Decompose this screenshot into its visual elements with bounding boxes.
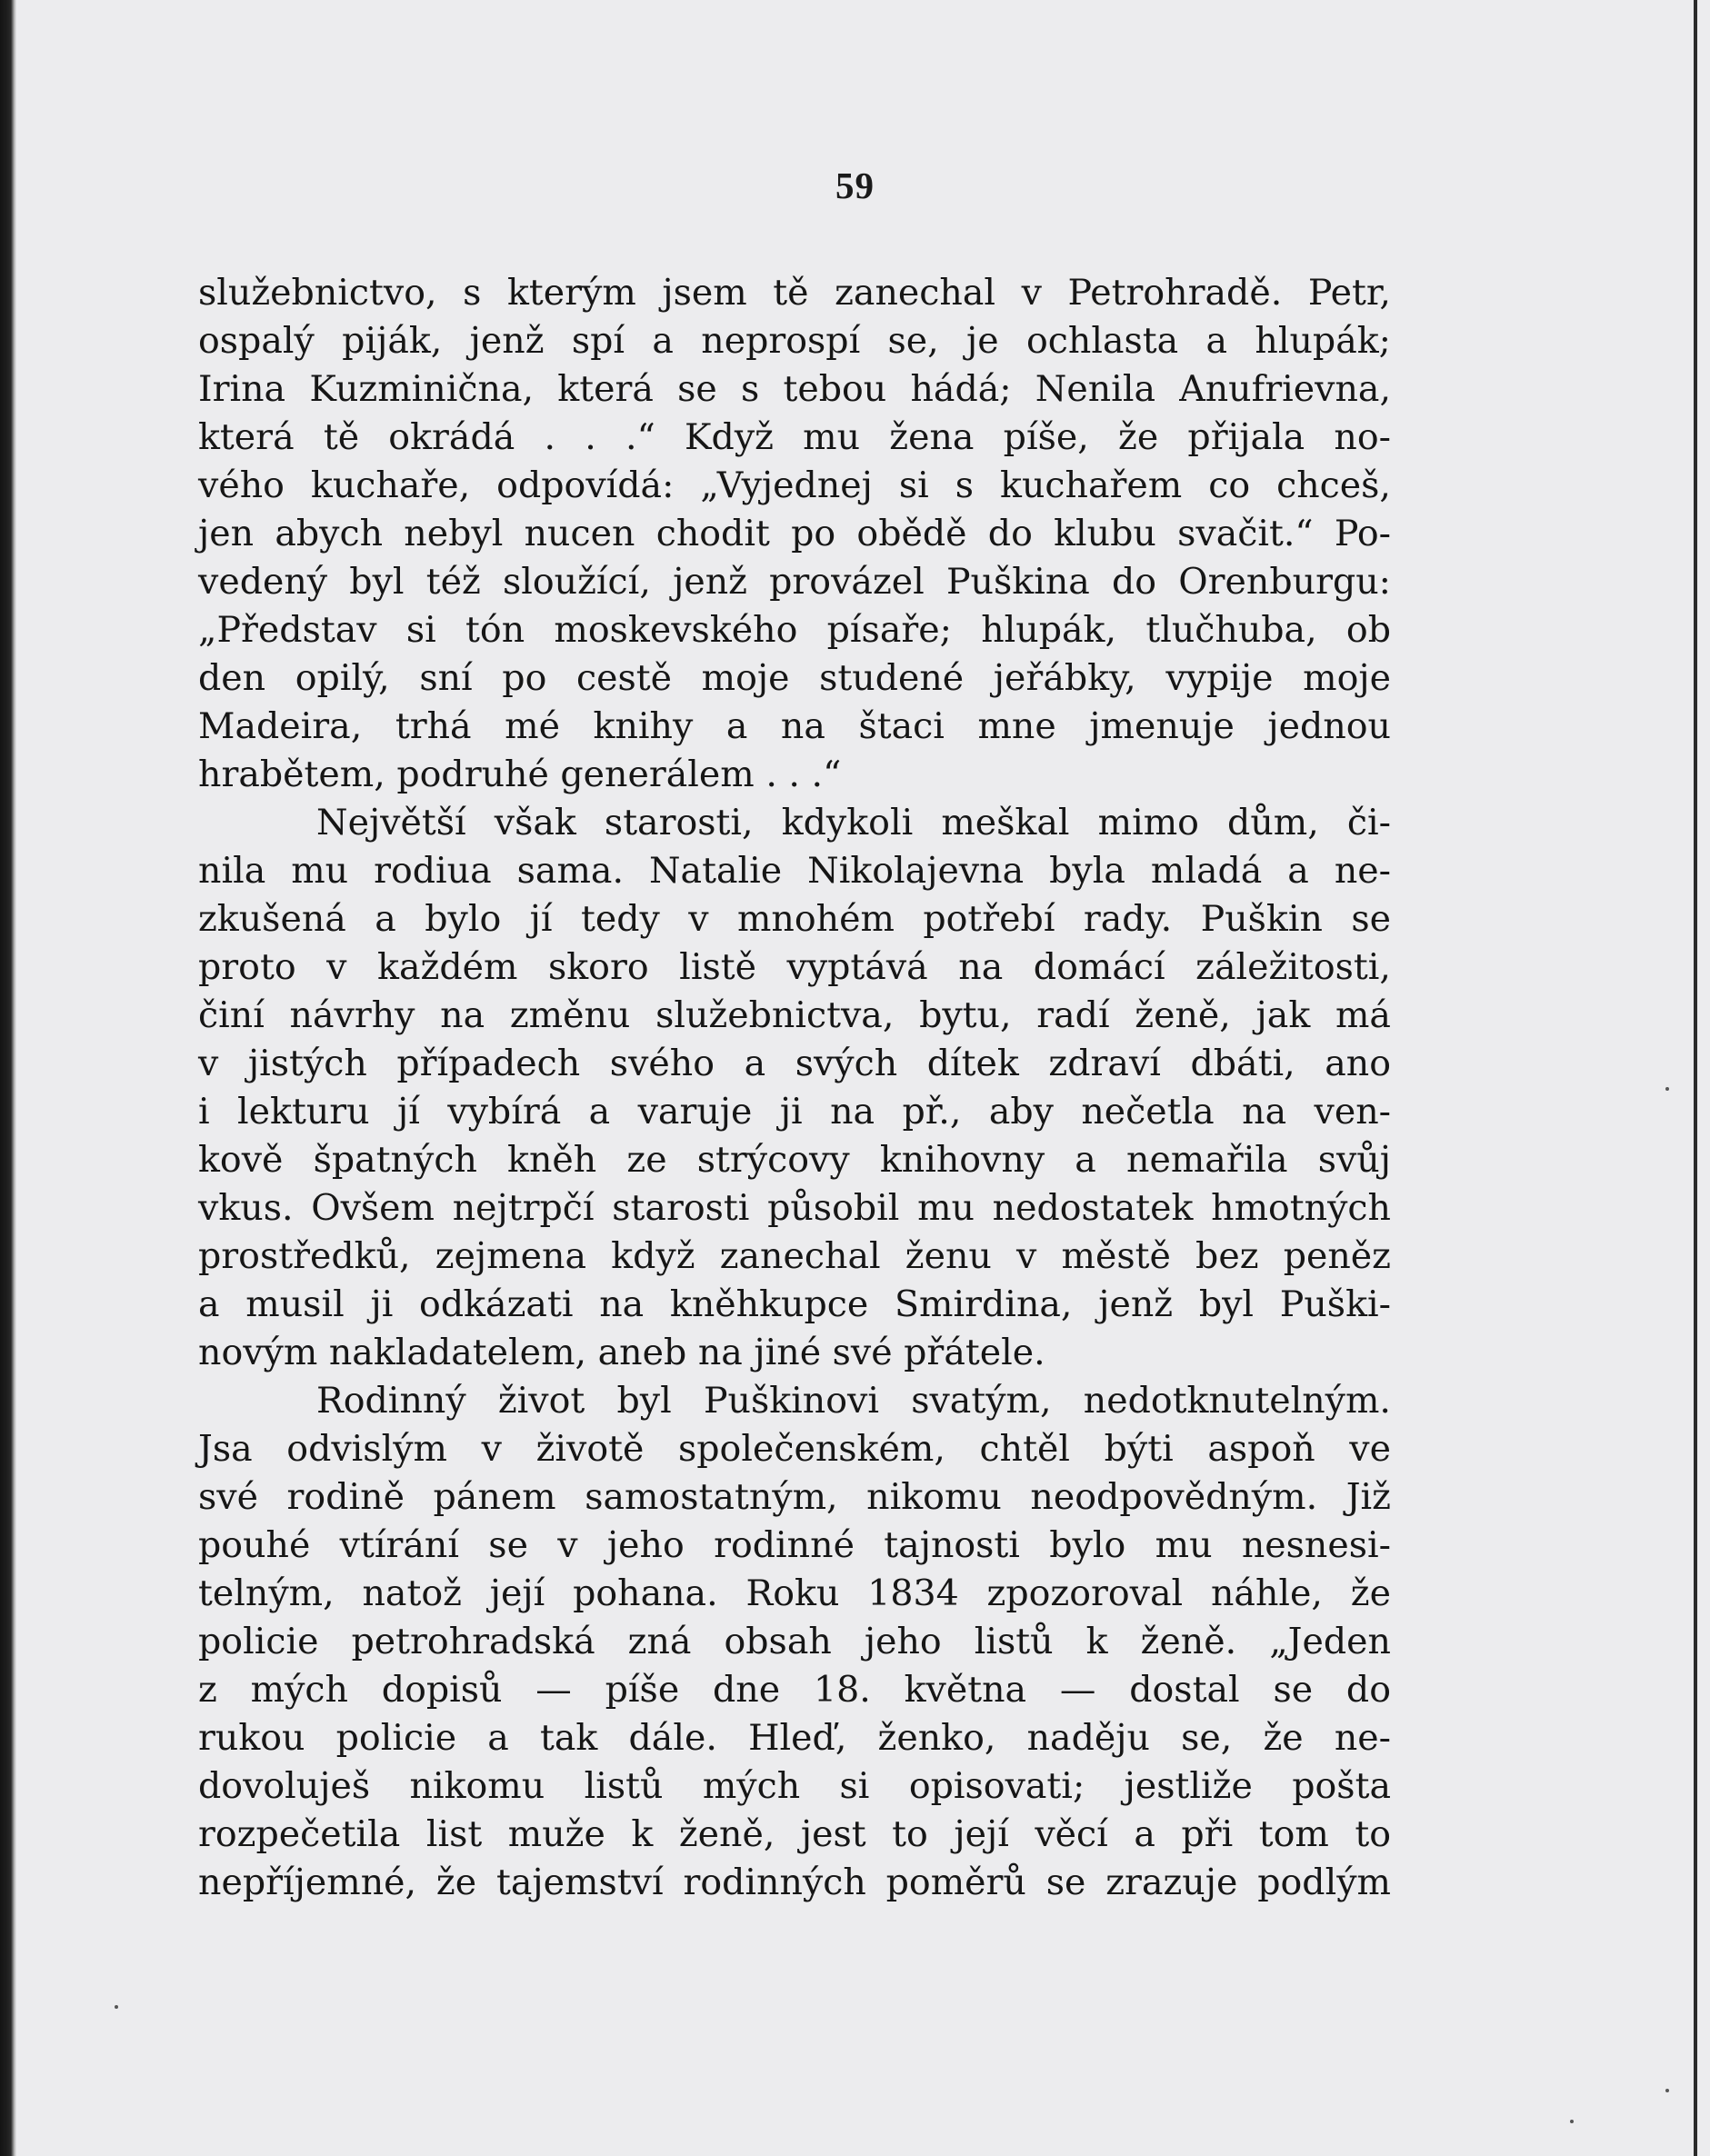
page-number: 59: [835, 165, 875, 206]
text-line: Irina Kuzminična, která se s tebou hádá; Nenila Anufrievna,: [198, 368, 1391, 410]
paper-speck: [115, 2005, 118, 2009]
text-line: telným, natož její pohana. Roku 1834 zpozoroval náhle, že: [198, 1572, 1391, 1614]
text-line: hrabětem, podruhé generálem . . .“: [198, 754, 842, 795]
text-line: proto v každém skoro listě vyptává na domácí záležitosti,: [198, 946, 1391, 988]
text-line: rukou policie a tak dále. Hleď, ženko, naděju se, že ne-: [198, 1717, 1391, 1759]
paragraph-start-line: Největší však starosti, kdykoli meškal mimo dům, či-: [316, 802, 1391, 843]
text-line: prostředků, zejmena když zanechal ženu v městě bez peněz: [198, 1235, 1391, 1277]
paper-speck: [1665, 2089, 1669, 2092]
text-line: zkušená a bylo jí tedy v mnohém potřebí rady. Puškin se: [198, 898, 1391, 940]
text-line: den opilý, sní po cestě moje studené jeřábky, vypije moje: [198, 657, 1391, 699]
text-line: novým nakladatelem, aneb na jiné své přátele.: [198, 1332, 1045, 1373]
text-line: vedený byl též sloužící, jenž provázel Puškina do Orenburgu:: [198, 561, 1391, 603]
text-line: nila mu rodiua sama. Natalie Nikolajevna byla mladá a ne-: [198, 850, 1391, 892]
text-line: činí návrhy na změnu služebnictva, bytu, radí ženě, jak má: [198, 994, 1391, 1036]
text-line: v jistých případech svého a svých dítek zdraví dbáti, ano: [198, 1043, 1391, 1084]
text-line: z mých dopisů — píše dne 18. května — dostal se do: [198, 1669, 1391, 1711]
text-line: své rodině pánem samostatným, nikomu neodpovědným. Již: [198, 1476, 1391, 1518]
text-line: nepříjemné, že tajemství rodinných poměrů se zrazuje podlým: [198, 1862, 1391, 1903]
text-line: a musil ji odkázati na kněhkupce Smirdina, jenž byl Puški-: [198, 1283, 1391, 1325]
text-line: vého kuchaře, odpovídá: „Vyjednej si s kuchařem co chceš,: [198, 464, 1391, 506]
text-line: Jsa odvislým v životě společenském, chtěl býti aspoň ve: [198, 1428, 1391, 1470]
page-right-edge: [1694, 0, 1697, 2156]
text-line: ospalý piják, jenž spí a neprospí se, je ochlasta a hlupák;: [198, 320, 1391, 362]
text-line: rozpečetila list muže k ženě, jest to její věcí a při tom to: [198, 1813, 1391, 1855]
text-line: jen abych nebyl nucen chodit po obědě do klubu svačit.“ Po-: [198, 513, 1391, 554]
text-line: policie petrohradská zná obsah jeho listů k ženě. „Jeden: [198, 1621, 1391, 1662]
text-line: dovoluješ nikomu listů mých si opisovati; jestliže pošta: [198, 1765, 1391, 1807]
paragraph-start-line: Rodinný život byl Puškinovi svatým, nedotknutelným.: [316, 1380, 1391, 1422]
text-line: „Představ si tón moskevského písaře; hlupák, tlučhuba, ob: [198, 609, 1391, 651]
paper-speck: [1570, 2120, 1574, 2123]
text-line: služebnictvo, s kterým jsem tě zanechal v Petrohradě. Petr,: [198, 272, 1391, 314]
binding-edge: [0, 0, 16, 2156]
text-line: pouhé vtírání se v jeho rodinné tajnosti bylo mu nesnesi-: [198, 1524, 1391, 1566]
text-line: i lekturu jí vybírá a varuje ji na př., aby nečetla na ven-: [198, 1091, 1391, 1133]
text-line: která tě okrádá . . .“ Když mu žena píše, že přijala no-: [198, 416, 1391, 458]
text-line: Madeira, trhá mé knihy a na štaci mne jmenuje jednou: [198, 705, 1391, 747]
text-line: vkus. Ovšem nejtrpčí starosti působil mu nedostatek hmotných: [198, 1187, 1391, 1229]
paper-speck: [1665, 1087, 1669, 1091]
text-line: kově špatných kněh ze strýcovy knihovny a nemařila svůj: [198, 1139, 1391, 1181]
